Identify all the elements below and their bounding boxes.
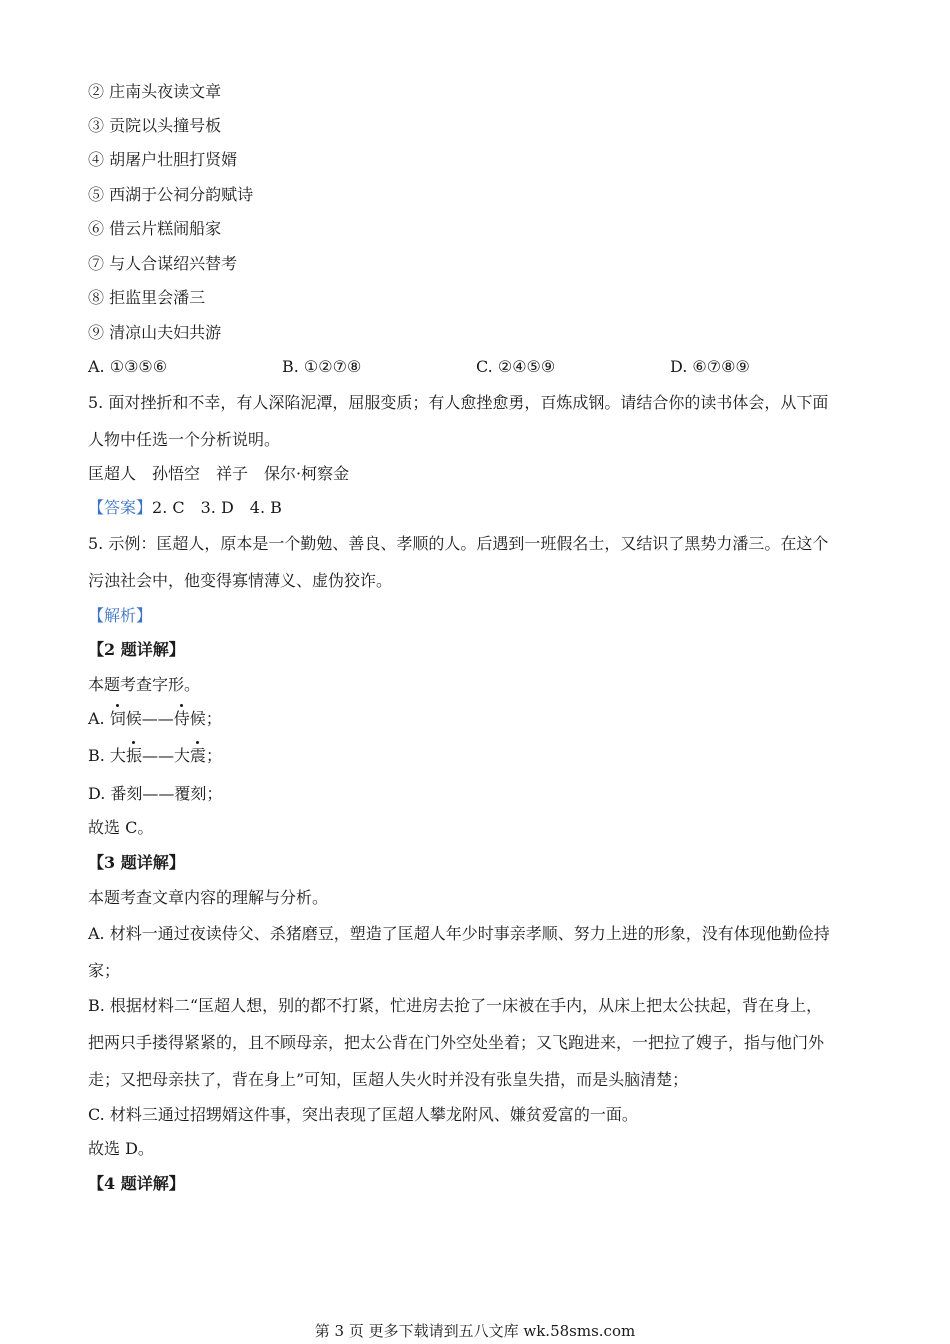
list-item: ② 庄南头夜读文章	[88, 82, 222, 101]
q3-heading: 【3 题详解】	[88, 853, 185, 872]
option-a: A. ①③⑤⑥	[88, 357, 168, 376]
emphasis-char: 饲	[109, 709, 126, 728]
emphasis-char: 振	[125, 746, 142, 765]
answer-tag: 【答案】	[88, 498, 153, 517]
list-item: ③ 贡院以头撞号板	[88, 116, 222, 135]
page-footer: 第 3 页 更多下载请到五八文库 wk.58sms.com	[314, 1322, 636, 1340]
q4-heading: 【4 题详解】	[88, 1174, 185, 1193]
q3-option-c: C. 材料三通过招甥婿这件事，突出表现了匡超人攀龙附风、嫌贫爱富的一面。	[88, 1105, 638, 1124]
emphasis-char: 震	[189, 746, 206, 765]
q3-option-a-line-2: 家；	[88, 961, 121, 980]
option-d: D. ⑥⑦⑧⑨	[670, 357, 750, 376]
list-item: ⑦ 与人合谋绍兴替考	[88, 254, 238, 273]
q3-conclusion: 故选 D。	[88, 1139, 154, 1158]
list-item: ⑧ 拒监里会潘三	[88, 288, 206, 307]
q2-option-b: B. 大振——大震；	[88, 746, 222, 765]
list-item: ⑨ 清凉山夫妇共游	[88, 323, 222, 342]
emphasis-char: 侍	[173, 709, 190, 728]
option-b: B. ①②⑦⑧	[282, 357, 362, 376]
sample-answer-line-1: 5. 示例：匡超人，原本是一个勤勉、善良、孝顺的人。后遇到一班假名士，又结识了黑势力潘三。在这个	[88, 534, 829, 553]
option-c: C. ②④⑤⑨	[476, 357, 556, 376]
answer-text: 2. C 3. D 4. B	[152, 498, 282, 517]
q3-option-b-line-3: 走；又把母亲扶了，背在身上”可知，匡超人失火时并没有张皇失措，而是头脑清楚；	[88, 1070, 689, 1089]
q2-option-d: D. 番刻——覆刻；	[88, 784, 223, 803]
q2-conclusion: 故选 C。	[88, 818, 154, 837]
list-item: ⑤ 西湖于公祠分韵赋诗	[88, 185, 254, 204]
sample-answer-line-2: 污浊社会中，他变得寡情薄义、虚伪狡诈。	[88, 571, 393, 590]
answer-options	[88, 357, 868, 377]
question-5-line-2: 人物中任选一个分析说明。	[88, 430, 281, 449]
list-item: ④ 胡屠户壮胆打贤婿	[88, 150, 238, 169]
q2-heading: 【2 题详解】	[88, 640, 185, 659]
q3-intro: 本题考查文章内容的理解与分析。	[88, 888, 329, 907]
question-5-characters: 匡超人 孙悟空 祥子 保尔·柯察金	[88, 464, 350, 483]
q2-intro: 本题考查字形。	[88, 675, 201, 694]
q3-option-a-line-1: A. 材料一通过夜读侍父、杀猪磨豆，塑造了匡超人年少时事亲孝顺、努力上进的形象，没有体现他勤俭持	[88, 924, 830, 943]
list-item: ⑥ 借云片糕闹船家	[88, 219, 222, 238]
answer-line	[88, 498, 868, 518]
q3-option-b-line-2: 把两只手搂得紧紧的，且不顾母亲，把太公背在门外空处坐着；又飞跑进来，一把拉了嫂子，指与他门外	[88, 1033, 825, 1052]
question-5-line-1: 5. 面对挫折和不幸，有人深陷泥潭，屈服变质；有人愈挫愈勇，百炼成钢。请结合你的读书体会，从下面	[88, 393, 829, 412]
analysis-tag: 【解析】	[88, 606, 153, 625]
q3-option-b-line-1: B. 根据材料二“匡超人想，别的都不打紧，忙进房去抢了一床被在手内，从床上把太公扶起，背在身上，	[88, 996, 823, 1015]
q2-option-a: A. 饲候——侍候；	[88, 709, 222, 728]
